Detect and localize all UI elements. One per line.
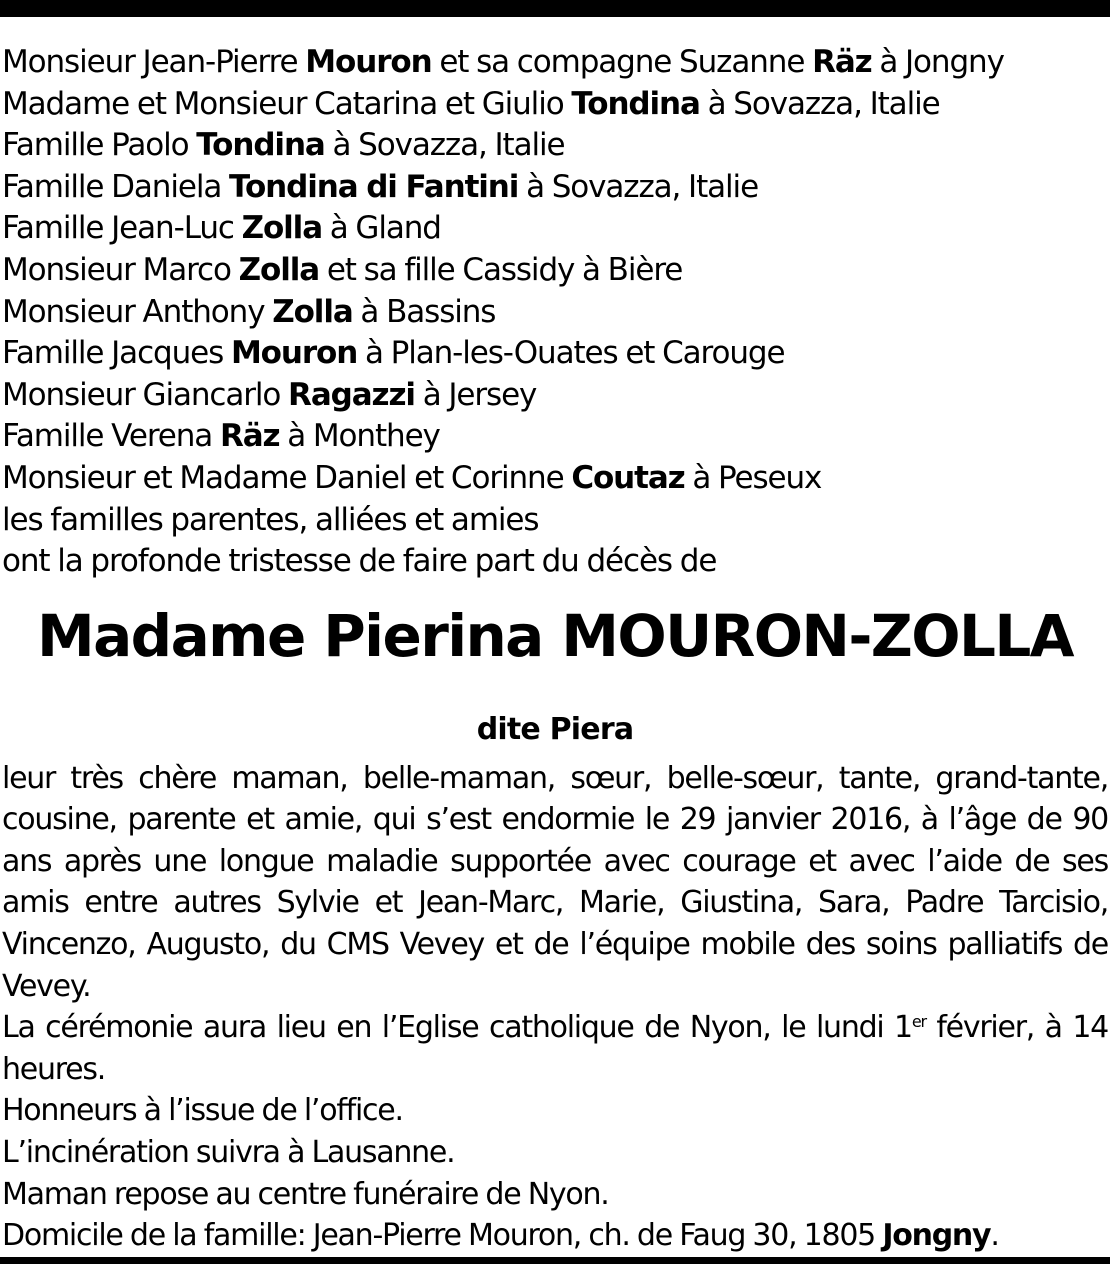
ordinal-suffix: er bbox=[911, 1012, 926, 1032]
family-surname: Mouron bbox=[230, 335, 358, 372]
tribute-paragraph: leur très chère maman, belle-maman, sœur, belle-sœur, tante, grand-tante, cousine, parente et amie, qui s’est endormie le 29 janvier 2016, à l’âge de 90 ans après une longue maladie supportée avec courage et avec l’aide de ses amis entre autres Sylvie et Jean-Marc, Marie, Giustina, Sara, Padre Tarcisio, Vincenzo, Augusto, du CMS Vevey et de l’équipe mobile des soins palliatifs de Vevey. bbox=[2, 760, 1108, 1004]
family-line bbox=[2, 500, 1108, 542]
family-location: à Peseux bbox=[684, 459, 822, 496]
domicile-address: Domicile de la famille: Jean-Pierre Mouron, ch. de Faug 30, 1805 bbox=[2, 1218, 883, 1254]
family-text: Famille Jean-Luc bbox=[2, 210, 242, 247]
family-line bbox=[2, 84, 1108, 126]
family-text: Monsieur Anthony bbox=[2, 293, 273, 330]
family-location: à Monthey bbox=[279, 418, 440, 455]
family-line bbox=[2, 416, 1108, 458]
domicile-line bbox=[2, 1215, 1108, 1257]
family-text: Famille Verena bbox=[2, 418, 220, 455]
family-text: ont la profonde tristesse de faire part du décès de bbox=[2, 543, 717, 580]
family-text: et sa compagne Suzanne bbox=[431, 44, 813, 80]
deceased-name: Madame Pierina MOURON-ZOLLA bbox=[37, 601, 1073, 670]
incineration-line: L’incinération suivra à Lausanne. bbox=[2, 1134, 455, 1170]
family-line bbox=[2, 292, 1108, 334]
family-text: Famille Jacques bbox=[2, 335, 231, 372]
family-line bbox=[2, 375, 1108, 417]
deceased-nickname: dite Piera bbox=[476, 711, 634, 747]
family-surname: Zolla bbox=[272, 293, 353, 330]
family-text: Madame et Monsieur Catarina et Giulio bbox=[2, 85, 572, 122]
family-line bbox=[2, 250, 1108, 292]
family-location: à Sovazza, Italie bbox=[324, 127, 565, 164]
family-text: Monsieur Giancarlo bbox=[2, 376, 289, 413]
family-text: Monsieur et Madame Daniel et Corinne bbox=[2, 459, 572, 496]
family-surname: Tondina bbox=[196, 127, 325, 164]
family-surname: Räz bbox=[219, 418, 280, 455]
family-location: à Gland bbox=[322, 210, 441, 247]
family-surname: Zolla bbox=[238, 251, 320, 288]
obituary-body bbox=[2, 758, 1108, 1257]
family-list bbox=[2, 42, 1108, 583]
ceremony-paragraph bbox=[2, 1007, 1108, 1090]
family-line bbox=[2, 333, 1108, 375]
family-text: Famille Paolo bbox=[2, 127, 197, 164]
family-line bbox=[2, 167, 1108, 209]
ceremony-text: février, à 14 heures. bbox=[2, 1010, 1108, 1087]
honours-line: Honneurs à l’issue de l’office. bbox=[2, 1093, 403, 1129]
family-line bbox=[2, 458, 1108, 500]
family-location: et sa fille Cassidy à Bière bbox=[319, 251, 683, 288]
family-location: à Jersey bbox=[414, 376, 537, 413]
obituary-notice bbox=[2, 42, 1108, 1257]
family-surname: Räz bbox=[812, 44, 872, 80]
rest-place-line: Maman repose au centre funéraire de Nyon. bbox=[2, 1176, 609, 1212]
family-line bbox=[2, 541, 1108, 583]
bottom-rule bbox=[0, 1257, 1110, 1264]
family-surname: Tondina di Fantini bbox=[229, 168, 519, 205]
family-line bbox=[2, 208, 1108, 250]
family-location: à Sovazza, Italie bbox=[518, 168, 759, 205]
domicile-period: . bbox=[990, 1218, 999, 1254]
family-text: Monsieur Jean-Pierre bbox=[2, 44, 306, 80]
family-text: Monsieur Marco bbox=[2, 251, 239, 288]
ceremony-text: La cérémonie aura lieu en l’Eglise catholique de Nyon, le lundi 1 bbox=[2, 1010, 912, 1046]
family-location: à Jongny bbox=[871, 44, 1004, 80]
family-surname: Ragazzi bbox=[288, 376, 415, 413]
domicile-city: Jongny bbox=[882, 1218, 991, 1254]
family-line bbox=[2, 42, 1108, 84]
family-line bbox=[2, 125, 1108, 167]
family-surname: Tondina bbox=[571, 85, 700, 122]
family-location: à Plan-les-Ouates et Carouge bbox=[357, 335, 785, 372]
family-text: Famille Daniela bbox=[2, 168, 230, 205]
family-text: les familles parentes, alliées et amies bbox=[2, 501, 539, 538]
family-surname: Mouron bbox=[305, 44, 432, 80]
family-surname: Zolla bbox=[241, 210, 323, 247]
family-location: à Bassins bbox=[352, 293, 496, 330]
family-surname: Coutaz bbox=[571, 459, 685, 496]
top-rule bbox=[0, 0, 1110, 17]
family-location: à Sovazza, Italie bbox=[699, 85, 940, 122]
